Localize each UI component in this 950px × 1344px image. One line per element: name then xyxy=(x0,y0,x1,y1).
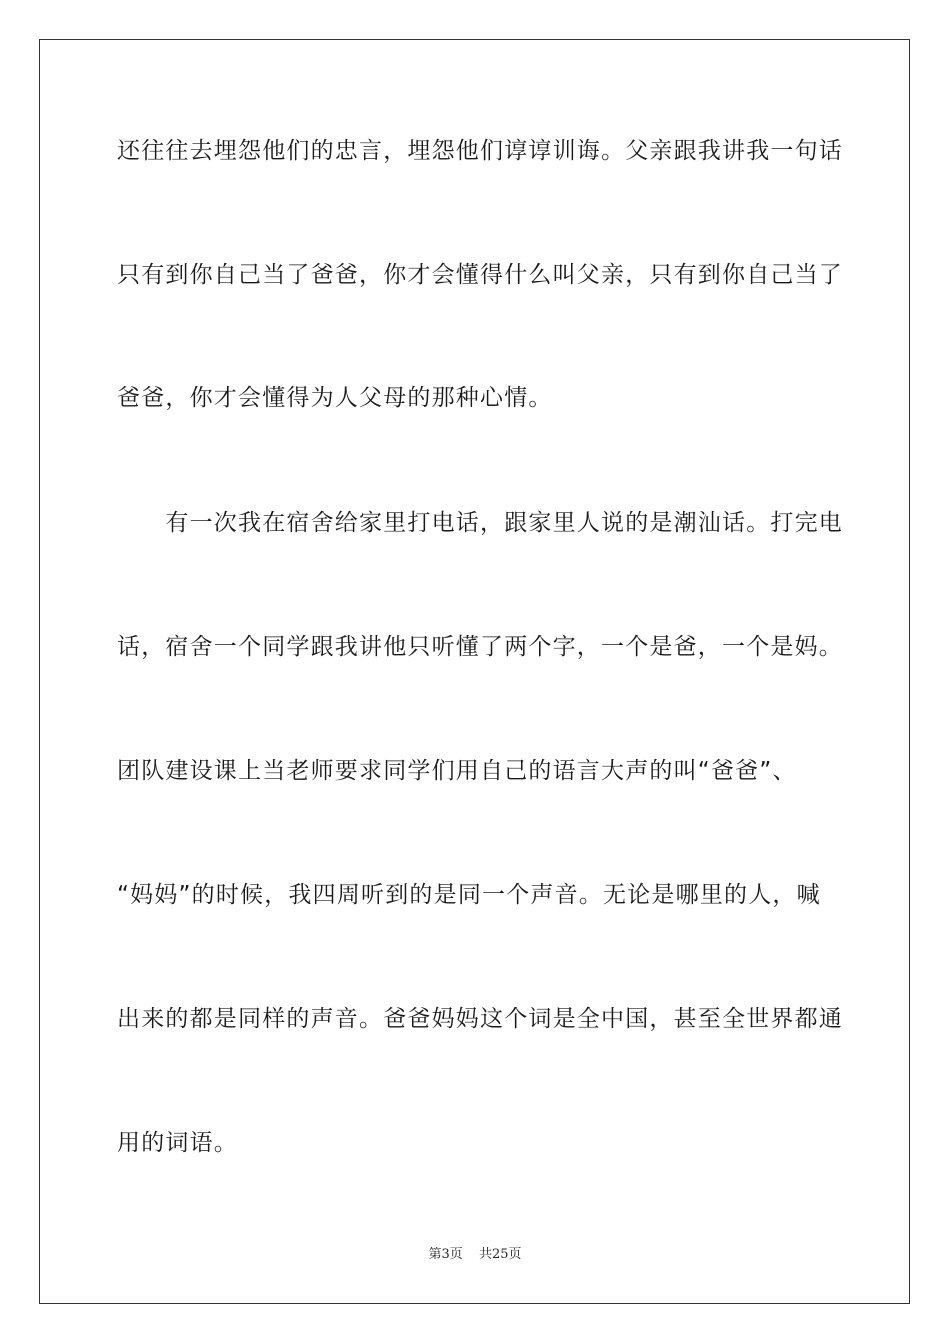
text-line: 团队建设课上当老师要求同学们用自己的语言大声的叫“爸爸”、 xyxy=(117,758,797,784)
text-line: “妈妈”的时候，我四周听到的是同一个声音。无论是哪里的人，喊 xyxy=(117,882,821,908)
text-line: 还往往去埋怨他们的忠言，埋怨他们谆谆训诲。父亲跟我讲我一句话 xyxy=(117,138,843,164)
page-border xyxy=(39,39,910,1304)
text-line: 爸爸，你才会懂得为人父母的那种心情。 xyxy=(117,385,553,411)
text-line: 有一次我在宿舍给家里打电话，跟家里人说的是潮汕话。打完电 xyxy=(117,510,843,536)
text-line: 出来的都是同样的声音。爸爸妈妈这个词是全中国，甚至全世界都通 xyxy=(117,1006,843,1032)
text-line: 话，宿舍一个同学跟我讲他只听懂了两个字，一个是爸，一个是妈。 xyxy=(117,634,843,660)
text-line: 用的词语。 xyxy=(117,1130,238,1156)
page-total: 共25页 xyxy=(478,1247,522,1262)
text-line: 只有到你自己当了爸爸，你才会懂得什么叫父亲，只有到你自己当了 xyxy=(117,262,843,288)
page-footer xyxy=(0,1246,950,1264)
page-number: 第3页 xyxy=(428,1247,463,1262)
